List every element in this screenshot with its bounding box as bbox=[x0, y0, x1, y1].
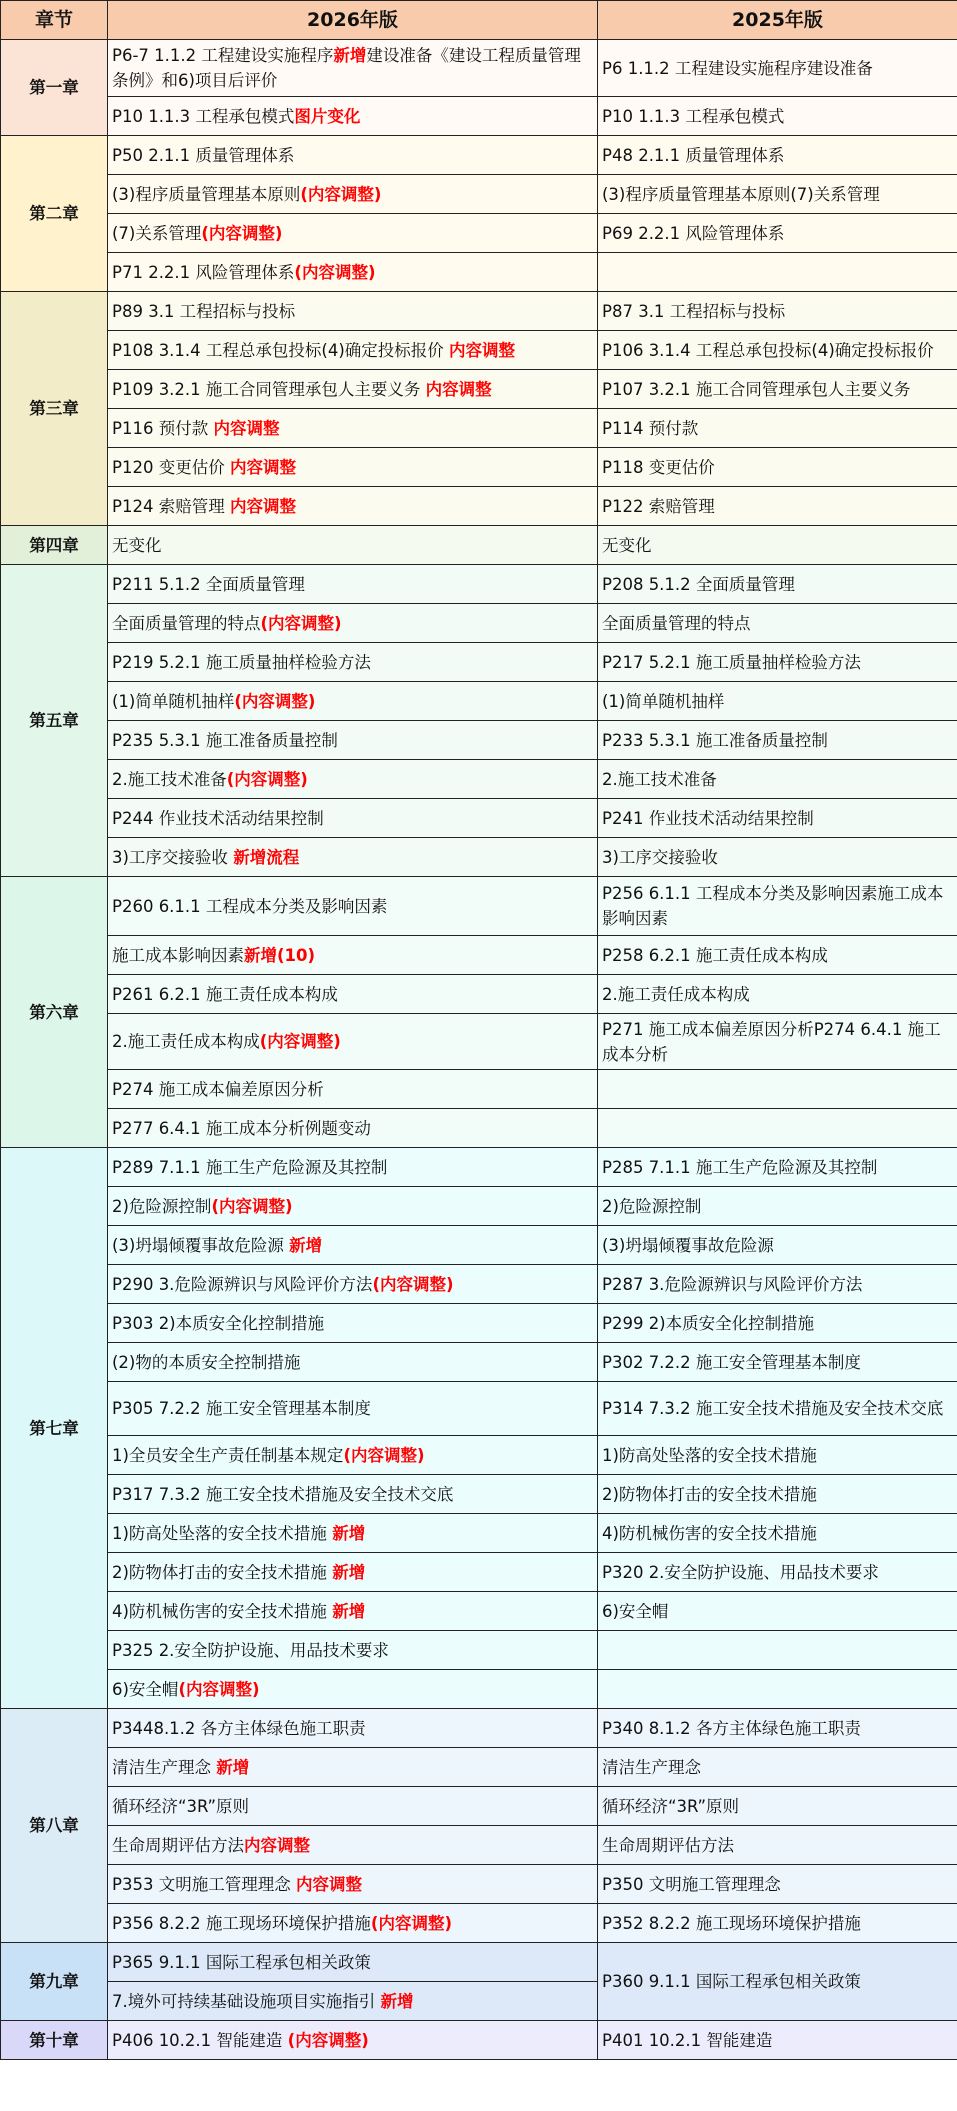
table-row bbox=[1, 936, 957, 975]
cell-2025: P352 8.2.2 施工现场环境保护措施 bbox=[598, 1904, 957, 1943]
cell-2025: 全面质量管理的特点 bbox=[598, 604, 957, 643]
table-row bbox=[1, 1382, 957, 1436]
cell-2026-text: 6)安全帽 bbox=[112, 1679, 179, 1699]
cell-2026-text: 2)危险源控制 bbox=[112, 1196, 212, 1216]
cell-2026-text: 2.施工技术准备 bbox=[112, 769, 227, 789]
cell-2026-text: P116 预付款 bbox=[112, 418, 214, 438]
cell-2025: P114 预付款 bbox=[598, 409, 957, 448]
chapter-cell: 第四章 bbox=[1, 526, 108, 565]
cell-2026 bbox=[108, 1787, 598, 1826]
cell-2025: P256 6.1.1 工程成本分类及影响因素施工成本影响因素 bbox=[598, 877, 957, 936]
cell-2025 bbox=[598, 1670, 957, 1709]
cell-2025: P69 2.2.1 风险管理体系 bbox=[598, 214, 957, 253]
change-tag: (内容调整) bbox=[226, 769, 308, 789]
change-tag: (内容调整) bbox=[234, 691, 316, 711]
cell-2026 bbox=[108, 1014, 598, 1070]
cell-2026 bbox=[108, 253, 598, 292]
change-tag: 新增 bbox=[332, 1601, 366, 1621]
table-row bbox=[1, 838, 957, 877]
cell-2025: 2.施工责任成本构成 bbox=[598, 975, 957, 1014]
table-row bbox=[1, 1109, 957, 1148]
cell-2026-text: P406 10.2.1 智能建造 bbox=[112, 2030, 288, 2050]
table-row bbox=[1, 526, 957, 565]
cell-2026 bbox=[108, 448, 598, 487]
table-row bbox=[1, 1904, 957, 1943]
cell-2026-text: P219 5.2.1 施工质量抽样检验方法 bbox=[112, 652, 371, 672]
cell-2026 bbox=[108, 1631, 598, 1670]
table-body bbox=[1, 40, 957, 2060]
cell-2025: P122 索赔管理 bbox=[598, 487, 957, 526]
table-row bbox=[1, 370, 957, 409]
cell-2026 bbox=[108, 97, 598, 136]
cell-2025: P208 5.1.2 全面质量管理 bbox=[598, 565, 957, 604]
change-tag: 内容调整 bbox=[244, 1835, 310, 1855]
cell-2025: 2)危险源控制 bbox=[598, 1187, 957, 1226]
cell-2026-text: 2)防物体打击的安全技术措施 bbox=[112, 1562, 333, 1582]
table-row bbox=[1, 799, 957, 838]
cell-2026-text: 无变化 bbox=[112, 535, 162, 555]
table-row bbox=[1, 136, 957, 175]
cell-2025: P299 2)本质安全化控制措施 bbox=[598, 1304, 957, 1343]
change-tag: (内容调整) bbox=[343, 1445, 425, 1465]
change-tag: 新增 bbox=[380, 1991, 414, 2011]
cell-2026-text: 1)全员安全生产责任制基本规定 bbox=[112, 1445, 344, 1465]
cell-2026 bbox=[108, 1865, 598, 1904]
cell-2026-text: P317 7.3.2 施工安全技术措施及安全技术交底 bbox=[112, 1484, 454, 1504]
cell-2026 bbox=[108, 1475, 598, 1514]
change-tag: 新增 bbox=[332, 1523, 366, 1543]
cell-2026-text: P289 7.1.1 施工生产危险源及其控制 bbox=[112, 1157, 388, 1177]
change-tag: (内容调整) bbox=[294, 262, 376, 282]
change-tag: (内容调整) bbox=[287, 2030, 369, 2050]
change-tag: 图片变化 bbox=[294, 106, 361, 126]
change-tag: 新增 bbox=[332, 1562, 366, 1582]
table-row bbox=[1, 1709, 957, 1748]
cell-2025: P6 1.1.2 工程建设实施程序建设准备 bbox=[598, 40, 957, 97]
table-row bbox=[1, 97, 957, 136]
header-row bbox=[1, 1, 957, 40]
chapter-cell: 第六章 bbox=[1, 877, 108, 1148]
cell-2026-text: P244 作业技术活动结果控制 bbox=[112, 808, 324, 828]
cell-2025: P48 2.1.1 质量管理体系 bbox=[598, 136, 957, 175]
table-row bbox=[1, 1943, 957, 1982]
cell-2025: (3)坍塌倾覆事故危险源 bbox=[598, 1226, 957, 1265]
cell-2025: 4)防机械伤害的安全技术措施 bbox=[598, 1514, 957, 1553]
table-row bbox=[1, 1343, 957, 1382]
table-row bbox=[1, 448, 957, 487]
chapter-cell: 第一章 bbox=[1, 40, 108, 136]
cell-2026-text: P235 5.3.1 施工准备质量控制 bbox=[112, 730, 338, 750]
cell-2026-text: P274 施工成本偏差原因分析 bbox=[112, 1079, 324, 1099]
cell-2026 bbox=[108, 760, 598, 799]
cell-2026 bbox=[108, 1265, 598, 1304]
table-row bbox=[1, 253, 957, 292]
cell-2026-text: P290 3.危险源辨识与风险评价方法 bbox=[112, 1274, 373, 1294]
chapter-cell: 第五章 bbox=[1, 565, 108, 877]
cell-2026-text: P3448.1.2 各方主体绿色施工职责 bbox=[112, 1718, 366, 1738]
cell-2025: 清洁生产理念 bbox=[598, 1748, 957, 1787]
cell-2026-text: P260 6.1.1 工程成本分类及影响因素 bbox=[112, 896, 388, 916]
cell-2026 bbox=[108, 1148, 598, 1187]
table-row bbox=[1, 760, 957, 799]
table-row bbox=[1, 877, 957, 936]
change-tag: 新增(10) bbox=[244, 945, 316, 965]
change-tag: 新增 bbox=[216, 1757, 250, 1777]
cell-2026 bbox=[108, 1826, 598, 1865]
cell-2025: P285 7.1.1 施工生产危险源及其控制 bbox=[598, 1148, 957, 1187]
cell-2026 bbox=[108, 1670, 598, 1709]
cell-2025: P314 7.3.2 施工安全技术措施及安全技术交底 bbox=[598, 1382, 957, 1436]
cell-2026-text: (3)坍塌倾覆事故危险源 bbox=[112, 1235, 290, 1255]
cell-2026-text: P6-7 1.1.2 工程建设实施程序 bbox=[112, 46, 334, 65]
chapter-cell: 第十章 bbox=[1, 2021, 108, 2060]
table-row bbox=[1, 1631, 957, 1670]
cell-2026-text-tail: 建设准备《建设工程质量管理条例》和6)项目后评价 bbox=[112, 46, 581, 90]
table-row bbox=[1, 682, 957, 721]
table-row bbox=[1, 1670, 957, 1709]
change-tag: 内容调整 bbox=[425, 379, 492, 399]
cell-2026 bbox=[108, 936, 598, 975]
cell-2025: P87 3.1 工程招标与投标 bbox=[598, 292, 957, 331]
cell-2026 bbox=[108, 838, 598, 877]
table-row bbox=[1, 331, 957, 370]
cell-2026-text: 3)工序交接验收 bbox=[112, 847, 234, 867]
cell-2026-text: P353 文明施工管理理念 bbox=[112, 1874, 296, 1894]
cell-2025: 循环经济“3R”原则 bbox=[598, 1787, 957, 1826]
cell-2026 bbox=[108, 136, 598, 175]
cell-2025: P340 8.1.2 各方主体绿色施工职责 bbox=[598, 1709, 957, 1748]
cell-2026-text: P261 6.2.1 施工责任成本构成 bbox=[112, 984, 338, 1004]
cell-2026-text: P89 3.1 工程招标与投标 bbox=[112, 301, 296, 321]
cell-2026-text: 2.施工责任成本构成 bbox=[112, 1032, 260, 1051]
cell-2025 bbox=[598, 1070, 957, 1109]
table-row bbox=[1, 2021, 957, 2060]
header-chapter: 章节 bbox=[1, 1, 108, 40]
table-row bbox=[1, 1787, 957, 1826]
change-tag: 内容调整 bbox=[213, 418, 280, 438]
cell-2025 bbox=[598, 1109, 957, 1148]
cell-2025: 无变化 bbox=[598, 526, 957, 565]
cell-2026 bbox=[108, 975, 598, 1014]
change-tag: (内容调整) bbox=[201, 223, 283, 243]
cell-2026-text: P211 5.1.2 全面质量管理 bbox=[112, 574, 305, 594]
cell-2025: 1)防高处坠落的安全技术措施 bbox=[598, 1436, 957, 1475]
table-row bbox=[1, 1014, 957, 1070]
table-row bbox=[1, 1226, 957, 1265]
change-tag: (内容调整) bbox=[211, 1196, 293, 1216]
change-tag: 内容调整 bbox=[229, 457, 296, 477]
cell-2025: P360 9.1.1 国际工程承包相关政策 bbox=[598, 1943, 957, 2021]
cell-2026-text: P50 2.1.1 质量管理体系 bbox=[112, 145, 295, 165]
cell-2025: 6)安全帽 bbox=[598, 1592, 957, 1631]
cell-2025: P401 10.2.1 智能建造 bbox=[598, 2021, 957, 2060]
cell-2026-text: P120 变更估价 bbox=[112, 457, 230, 477]
cell-2026-text: (7)关系管理 bbox=[112, 223, 202, 243]
cell-2025: P258 6.2.1 施工责任成本构成 bbox=[598, 936, 957, 975]
chapter-cell: 第八章 bbox=[1, 1709, 108, 1943]
cell-2025: P241 作业技术活动结果控制 bbox=[598, 799, 957, 838]
table-row bbox=[1, 1070, 957, 1109]
table-row bbox=[1, 975, 957, 1014]
cell-2026-text: (1)简单随机抽样 bbox=[112, 691, 235, 711]
cell-2026 bbox=[108, 487, 598, 526]
cell-2026-text: 全面质量管理的特点 bbox=[112, 613, 261, 633]
cell-2026-text: P109 3.2.1 施工合同管理承包人主要义务 bbox=[112, 379, 426, 399]
table-row bbox=[1, 409, 957, 448]
cell-2026 bbox=[108, 1904, 598, 1943]
change-tag: 新增流程 bbox=[233, 847, 300, 867]
cell-2026-text: P277 6.4.1 施工成本分析例题变动 bbox=[112, 1118, 371, 1138]
table-row bbox=[1, 487, 957, 526]
cell-2026 bbox=[108, 1514, 598, 1553]
cell-2026 bbox=[108, 1553, 598, 1592]
table-row bbox=[1, 1592, 957, 1631]
table-row bbox=[1, 643, 957, 682]
cell-2025: P107 3.2.1 施工合同管理承包人主要义务 bbox=[598, 370, 957, 409]
table-row bbox=[1, 1865, 957, 1904]
cell-2026 bbox=[108, 1187, 598, 1226]
cell-2025: (1)简单随机抽样 bbox=[598, 682, 957, 721]
cell-2026 bbox=[108, 721, 598, 760]
cell-2026 bbox=[108, 1943, 598, 1982]
cell-2026-text: 4)防机械伤害的安全技术措施 bbox=[112, 1601, 333, 1621]
cell-2026 bbox=[108, 331, 598, 370]
chapter-cell: 第二章 bbox=[1, 136, 108, 292]
cell-2026-text: P365 9.1.1 国际工程承包相关政策 bbox=[112, 1952, 371, 1972]
table-row bbox=[1, 565, 957, 604]
change-tag: (内容调整) bbox=[260, 613, 342, 633]
table-row bbox=[1, 214, 957, 253]
cell-2026-text: 清洁生产理念 bbox=[112, 1757, 217, 1777]
change-tag: 新增 bbox=[333, 46, 367, 65]
cell-2025: 2)防物体打击的安全技术措施 bbox=[598, 1475, 957, 1514]
cell-2026 bbox=[108, 1226, 598, 1265]
cell-2026 bbox=[108, 799, 598, 838]
cell-2026 bbox=[108, 1343, 598, 1382]
chapter-cell: 第三章 bbox=[1, 292, 108, 526]
table-row bbox=[1, 1553, 957, 1592]
cell-2026 bbox=[108, 526, 598, 565]
cell-2026 bbox=[108, 1436, 598, 1475]
change-tag: 内容调整 bbox=[229, 496, 296, 516]
cell-2026 bbox=[108, 1109, 598, 1148]
cell-2026 bbox=[108, 409, 598, 448]
table-row bbox=[1, 1475, 957, 1514]
cell-2025: P302 7.2.2 施工安全管理基本制度 bbox=[598, 1343, 957, 1382]
cell-2026 bbox=[108, 682, 598, 721]
cell-2026 bbox=[108, 292, 598, 331]
cell-2026-text: (2)物的本质安全控制措施 bbox=[112, 1352, 301, 1372]
cell-2026-text: P124 索赔管理 bbox=[112, 496, 230, 516]
cell-2025: P106 3.1.4 工程总承包投标(4)确定投标报价 bbox=[598, 331, 957, 370]
table-row bbox=[1, 1436, 957, 1475]
table-row bbox=[1, 604, 957, 643]
change-tag: (内容调整) bbox=[259, 1032, 341, 1051]
cell-2026 bbox=[108, 1592, 598, 1631]
header-2025: 2025年版 bbox=[598, 1, 957, 40]
cell-2025: P350 文明施工管理理念 bbox=[598, 1865, 957, 1904]
cell-2025: P10 1.1.3 工程承包模式 bbox=[598, 97, 957, 136]
cell-2026-text: 循环经济“3R”原则 bbox=[112, 1796, 250, 1816]
cell-2025: 2.施工技术准备 bbox=[598, 760, 957, 799]
table-row bbox=[1, 1148, 957, 1187]
header-2026: 2026年版 bbox=[108, 1, 598, 40]
change-tag: (内容调整) bbox=[370, 1913, 453, 1933]
cell-2026 bbox=[108, 565, 598, 604]
cell-2026 bbox=[108, 175, 598, 214]
cell-2026-text: 施工成本影响因素 bbox=[112, 945, 244, 965]
cell-2026 bbox=[108, 1748, 598, 1787]
cell-2025: 3)工序交接验收 bbox=[598, 838, 957, 877]
cell-2026-text: P305 7.2.2 施工安全管理基本制度 bbox=[112, 1399, 371, 1418]
cell-2026 bbox=[108, 214, 598, 253]
cell-2026 bbox=[108, 40, 598, 97]
cell-2026-text: (3)程序质量管理基本原则 bbox=[112, 184, 301, 204]
cell-2026-text: P356 8.2.2 施工现场环境保护措施 bbox=[112, 1913, 371, 1933]
cell-2026 bbox=[108, 1982, 598, 2021]
table-row bbox=[1, 1187, 957, 1226]
chapter-cell: 第九章 bbox=[1, 1943, 108, 2021]
change-tag: (内容调整) bbox=[372, 1274, 454, 1294]
cell-2026 bbox=[108, 1709, 598, 1748]
table-row bbox=[1, 1514, 957, 1553]
table-row bbox=[1, 1748, 957, 1787]
change-tag: 新增 bbox=[289, 1235, 323, 1255]
cell-2026 bbox=[108, 877, 598, 936]
cell-2025: P217 5.2.1 施工质量抽样检验方法 bbox=[598, 643, 957, 682]
change-tag: (内容调整) bbox=[300, 184, 382, 204]
cell-2026 bbox=[108, 2021, 598, 2060]
table-row bbox=[1, 1265, 957, 1304]
cell-2026 bbox=[108, 1070, 598, 1109]
cell-2026-text: P325 2.安全防护设施、用品技术要求 bbox=[112, 1640, 389, 1660]
cell-2026 bbox=[108, 643, 598, 682]
cell-2026 bbox=[108, 370, 598, 409]
cell-2025: P287 3.危险源辨识与风险评价方法 bbox=[598, 1265, 957, 1304]
chapter-cell: 第七章 bbox=[1, 1148, 108, 1709]
cell-2026 bbox=[108, 1304, 598, 1343]
cell-2026-text: 生命周期评估方法 bbox=[112, 1835, 244, 1855]
table-row bbox=[1, 40, 957, 97]
cell-2025: 生命周期评估方法 bbox=[598, 1826, 957, 1865]
table-row bbox=[1, 292, 957, 331]
cell-2025 bbox=[598, 1631, 957, 1670]
table-row bbox=[1, 1826, 957, 1865]
cell-2026-text: 7.境外可持续基础设施项目实施指引 bbox=[112, 1991, 381, 2011]
cell-2025: P271 施工成本偏差原因分析P274 6.4.1 施工成本分析 bbox=[598, 1014, 957, 1070]
cell-2025 bbox=[598, 253, 957, 292]
change-tag: (内容调整) bbox=[178, 1679, 260, 1699]
change-tag: 内容调整 bbox=[295, 1874, 362, 1894]
cell-2025: P320 2.安全防护设施、用品技术要求 bbox=[598, 1553, 957, 1592]
cell-2026-text: P10 1.1.3 工程承包模式 bbox=[112, 106, 295, 126]
table-row bbox=[1, 1304, 957, 1343]
cell-2025: P233 5.3.1 施工准备质量控制 bbox=[598, 721, 957, 760]
table-row bbox=[1, 721, 957, 760]
cell-2026 bbox=[108, 604, 598, 643]
cell-2025: (3)程序质量管理基本原则(7)关系管理 bbox=[598, 175, 957, 214]
cell-2026-text: P71 2.2.1 风险管理体系 bbox=[112, 262, 295, 282]
change-tag: 内容调整 bbox=[449, 340, 516, 360]
table-row bbox=[1, 175, 957, 214]
cell-2026 bbox=[108, 1382, 598, 1436]
cell-2026-text: 1)防高处坠落的安全技术措施 bbox=[112, 1523, 333, 1543]
cell-2026-text: P303 2)本质安全化控制措施 bbox=[112, 1313, 325, 1333]
cell-2025: P118 变更估价 bbox=[598, 448, 957, 487]
cell-2026-text: P108 3.1.4 工程总承包投标(4)确定投标报价 bbox=[112, 340, 450, 360]
